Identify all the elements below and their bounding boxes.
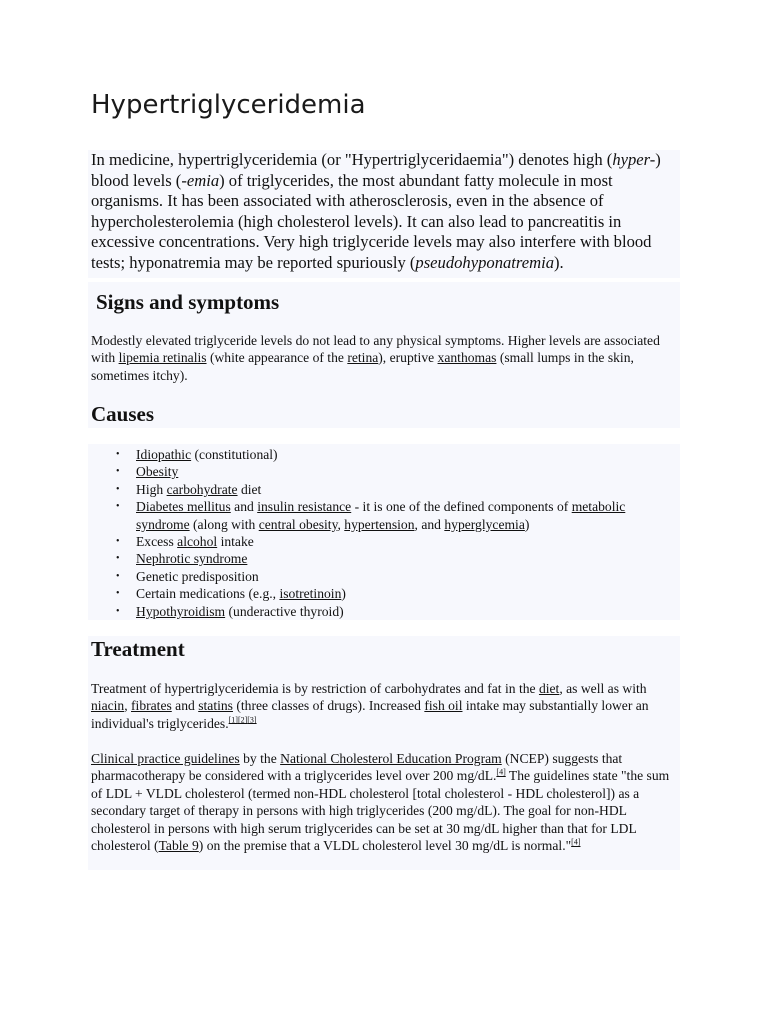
link-central-obesity[interactable]: central obesity <box>258 516 338 532</box>
treatment-text: intake may substantially lower an individual's triglycerides. <box>91 698 649 731</box>
link-lipemia-retinalis[interactable]: lipemia retinalis <box>118 350 207 366</box>
link-obesity[interactable]: Obesity <box>136 464 179 480</box>
treatment-text: by the <box>239 751 281 766</box>
list-item-text: ) <box>341 586 346 602</box>
bullet-icon: • <box>116 466 120 478</box>
citation-4[interactable]: [4] <box>496 767 506 777</box>
treatment-text: , as well as with <box>559 681 647 696</box>
page-title: Hypertriglyceridemia <box>91 90 366 120</box>
bullet-icon: • <box>116 501 120 513</box>
citations <box>496 768 505 777</box>
link-isotretinoin[interactable]: isotretinoin <box>279 586 342 602</box>
link-fibrates[interactable]: fibrates <box>131 698 172 714</box>
link-carbohydrate[interactable]: carbohydrate <box>166 481 238 497</box>
treatment-paragraph-2 <box>91 750 681 854</box>
treatment-heading: Treatment <box>91 637 185 661</box>
list-item <box>91 533 681 550</box>
list-item-text: diet <box>237 481 262 497</box>
citations <box>229 715 257 724</box>
bullet-icon: • <box>116 449 120 460</box>
signs-heading: Signs and symptoms <box>96 290 280 314</box>
list-item <box>91 481 681 498</box>
treatment-text: The guidelines state "the sum of LDL + VLDL cholesterol (termed non-HDL cholesterol [total cholesterol - HDL cholesterol]) as a secondary target of therapy in persons with high triglycerides (200 mg/dL). The goal for non-HDL cholesterol in persons with high serum triglycerides can be set at 30 mg/dL higher than that for LDL cholesterol ( <box>91 768 670 854</box>
link-ncep[interactable]: National Cholesterol Education Program <box>280 751 502 766</box>
citation-1[interactable]: [1] <box>228 715 238 725</box>
link-hyperglycemia[interactable]: hyperglycemia <box>444 516 525 532</box>
list-item <box>91 498 681 533</box>
list-item <box>91 463 681 480</box>
treatment-text: Treatment of hypertriglyceridemia is by restriction of carbohydrates and fat in the <box>91 681 539 696</box>
link-nephrotic-syndrome[interactable]: Nephrotic syndrome <box>136 551 248 567</box>
link-niacin[interactable]: niacin <box>91 698 125 714</box>
link-statins[interactable]: statins <box>198 698 233 714</box>
link-fish-oil[interactable]: fish oil <box>424 698 463 714</box>
list-item-text: (constitutional) <box>191 447 278 462</box>
link-hypothyroidism[interactable]: Hypothyroidism <box>136 603 226 619</box>
causes-list <box>91 446 681 620</box>
list-item-text: Excess <box>136 534 178 550</box>
list-item-text: Genetic predisposition <box>136 568 259 584</box>
bullet-icon: • <box>116 588 120 600</box>
list-item-text: Certain medications (e.g., <box>136 586 280 602</box>
list-item-text: intake <box>217 534 254 550</box>
list-item <box>91 550 681 567</box>
link-insulin-resistance[interactable]: insulin resistance <box>257 499 352 515</box>
treatment-text: , <box>124 698 132 714</box>
list-item-text: , and <box>414 516 445 532</box>
intro-paragraph <box>91 150 676 273</box>
bullet-icon: • <box>116 536 120 548</box>
list-item <box>91 603 681 620</box>
citation-2[interactable]: [2] <box>237 715 248 725</box>
treatment-text: (NCEP) suggests that pharmacotherapy be considered with a triglycerides level over 200 mg/dL. <box>91 751 623 784</box>
list-item-text: , <box>337 516 345 532</box>
treatment-text: and <box>171 698 199 714</box>
signs-text: Modestly elevated triglyceride levels do not lead to any physical symptoms. Higher levels are associated with <box>91 333 660 366</box>
intro-text: ). <box>554 252 564 272</box>
treatment-paragraph-1 <box>91 680 681 732</box>
link-metabolic-syndrome[interactable]: metabolic syndrome <box>136 499 626 532</box>
link-table-9[interactable]: Table 9 <box>158 838 199 854</box>
intro-text: ) blood levels ( <box>91 150 661 190</box>
link-idiopathic[interactable]: Idiopathic <box>136 447 192 462</box>
intro-text: In medicine, hypertriglyceridemia (or "Hypertriglyceridaemia") denotes high ( <box>91 150 613 169</box>
link-retina[interactable]: retina <box>347 350 379 366</box>
citation-3[interactable]: [3] <box>247 715 257 725</box>
citation-4b[interactable]: [4] <box>571 837 581 847</box>
list-item <box>91 585 681 602</box>
intro-text: ) of triglycerides, the most abundant fatty molecule in most organisms. It has been associated with atherosclerosis, even in the absence of hypercholesterolemia (high cholesterol levels). It can also lead to pancreatitis in excessive concentrations. Very high triglyceride levels may also interfere with blood tests; hyponatremia may be reported spuriously ( <box>91 170 652 272</box>
link-clinical-practice-guidelines[interactable]: Clinical practice guidelines <box>91 751 240 766</box>
bullet-icon: • <box>116 570 120 582</box>
list-item <box>91 446 681 463</box>
treatment-text: (three classes of drugs). Increased <box>232 698 425 714</box>
link-diabetes-mellitus[interactable]: Diabetes mellitus <box>136 499 231 515</box>
link-xanthomas[interactable]: xanthomas <box>437 350 497 366</box>
bullet-icon: • <box>116 553 120 565</box>
causes-heading: Causes <box>91 402 155 426</box>
list-item-text: - it is one of the defined components of <box>351 499 572 515</box>
list-item-text: ) <box>524 516 530 532</box>
citations <box>571 838 580 847</box>
treatment-text: ) on the premise that a VLDL cholesterol level 30 mg/dL is normal." <box>198 838 572 854</box>
signs-text: (small lumps in the skin, sometimes itchy). <box>91 350 634 383</box>
signs-paragraph <box>91 332 676 384</box>
signs-text: (white appearance of the <box>206 350 348 366</box>
list-item-text: and <box>230 499 258 515</box>
list-item-text: (underactive thyroid) <box>225 603 344 619</box>
intro-italic-emia: -emia <box>181 170 220 190</box>
intro-italic-hyper: hyper- <box>612 150 656 169</box>
signs-text: ), eruptive <box>378 350 438 366</box>
list-item-text: (along with <box>189 516 259 532</box>
bullet-icon: • <box>116 605 120 617</box>
list-item <box>91 568 681 585</box>
list-item-text: High <box>136 481 167 497</box>
link-hypertension[interactable]: hypertension <box>344 516 415 532</box>
link-diet[interactable]: diet <box>538 681 560 696</box>
bullet-icon: • <box>116 483 120 495</box>
intro-italic-pseudo: pseudohyponatremia <box>415 252 554 272</box>
link-alcohol[interactable]: alcohol <box>177 534 218 550</box>
